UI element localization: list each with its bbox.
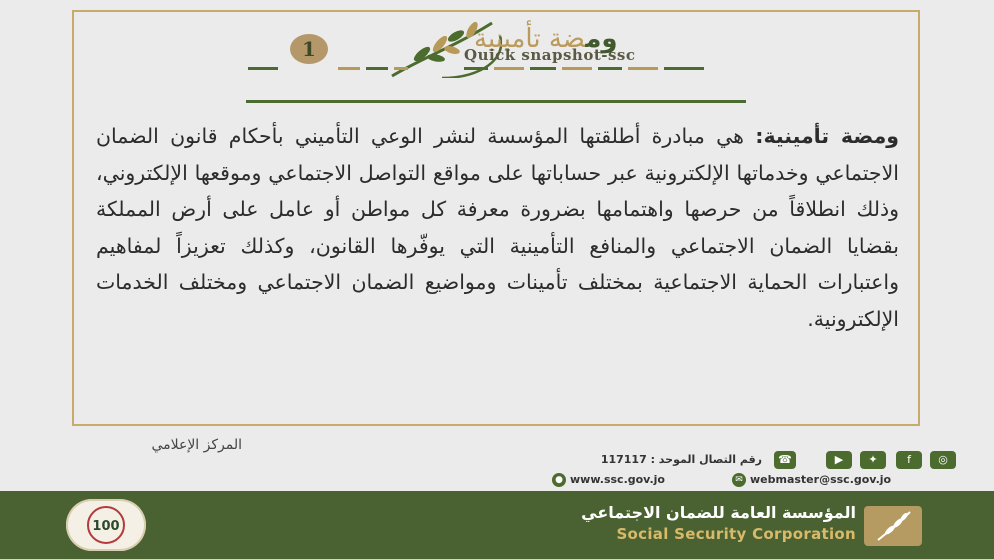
- email-icon: ✉: [732, 473, 746, 487]
- org-name-english: Social Security Corporation: [616, 525, 856, 543]
- title-english: Quick snapshot-ssc: [464, 46, 636, 64]
- page-header: [246, 18, 746, 108]
- number-badge: 1: [290, 34, 328, 64]
- body-lead: ومضة تأمينية:: [755, 124, 900, 148]
- phone-row: [552, 451, 796, 473]
- header-rule: [246, 100, 746, 103]
- twitter-icon[interactable]: ✦: [860, 451, 886, 469]
- header-dash: [338, 67, 360, 70]
- header-dash: [464, 67, 488, 70]
- header-dash: [494, 67, 524, 70]
- web-row: [552, 473, 968, 491]
- title-arabic-rest: ضة تأمينية: [474, 24, 586, 54]
- header-dash: [248, 67, 278, 70]
- header-dash: [366, 67, 388, 70]
- centenary-seal: [66, 499, 146, 551]
- header-dash: [530, 67, 556, 70]
- title-arabic-first: وم: [585, 24, 618, 54]
- youtube-icon[interactable]: ▶: [826, 451, 852, 469]
- header-dash: [628, 67, 658, 70]
- header-dash: [394, 67, 408, 70]
- phone-label: رقم التصال الموحد : 117117: [600, 453, 762, 466]
- globe-icon: ●: [552, 473, 566, 487]
- email-link[interactable]: webmaster@ssc.gov.jo: [750, 473, 892, 486]
- centenary-seal-icon: [66, 499, 146, 551]
- department-label: المركز الإعلامي: [151, 437, 242, 453]
- website-link[interactable]: www.ssc.gov.jo: [570, 473, 665, 486]
- org-name-arabic: المؤسسة العامة للضمان الاجتماعي: [581, 503, 856, 522]
- header-dash: [664, 67, 704, 70]
- seal-number: 100: [92, 519, 120, 534]
- email-link-item[interactable]: [732, 473, 891, 487]
- instagram-icon[interactable]: ◎: [930, 451, 956, 469]
- header-dash: [562, 67, 592, 70]
- facebook-icon[interactable]: f: [896, 451, 922, 469]
- header-dash: [598, 67, 622, 70]
- body-text: هي مبادرة أطلقتها المؤسسة لنشر الوعي التأميني بأحكام قانون الضمان الاجتماعي وخدماتها الإلكترونية عبر حساباتها على مواقع التواصل الاجتماعي وموقعها الإلكتروني، وذلك انطلاقاً من حرصها واهتمامها بضرورة معرفة كل مواطن أو عامل على أرض المملكة بقضايا الضمان الاجتماعي والمنافع التأمينية التي يوفّرها القانون، وكذلك تعزيزاً لمفاهيم واعتبارات الحماية الاجتماعية بمختلف تأمينات ومواضيع الضمان الاجتماعي ومختلف الخدمات الإلكترونية.: [96, 124, 899, 331]
- website-link-item[interactable]: [552, 473, 665, 487]
- footer-bar: [0, 491, 994, 559]
- body-paragraph: [96, 118, 899, 337]
- ssc-logo-icon: [864, 506, 922, 546]
- ssc-logo: [864, 506, 922, 546]
- phone-icon: ☎: [774, 451, 796, 469]
